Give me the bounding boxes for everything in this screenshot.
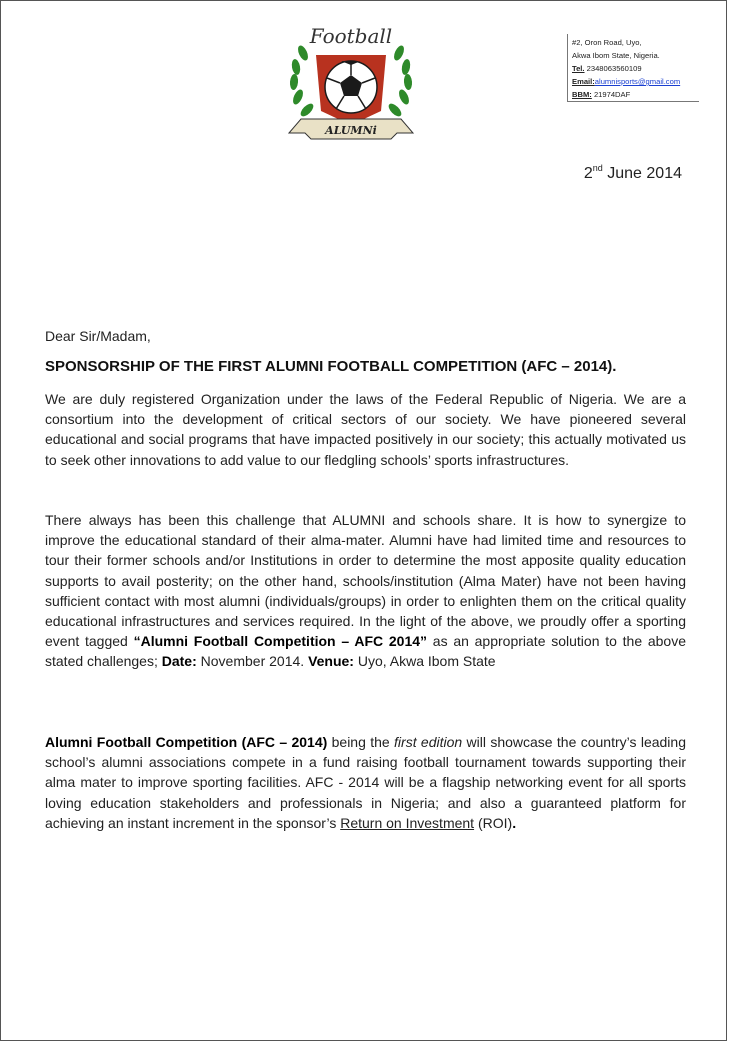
football-alumni-logo [281,21,421,145]
paragraph-introduction: We are duly registered Organization under the laws of the Federal Republic of Nigeria. We are a consortium into the development of critical sectors of our society. We have pioneered several educational and social programs that have impacted positively in our society; this actually motivated us to seek other innovations to add value to our fledgling schools’ sports infrastructures. [45,391,686,468]
bbm-value: 21974DAF [591,90,631,99]
paragraph-challenge [45,510,686,672]
contact-block [567,34,699,102]
tel-value: 2348063560109 [584,64,642,73]
date-label: Date: [161,653,197,670]
event-name: “Alumni Football Competition – AFC 2014” [133,633,428,650]
paragraph-text: being the [327,734,395,750]
final-period: . [512,814,517,831]
letter-date [584,165,682,183]
email-line [572,75,699,88]
telephone-line [572,62,699,75]
address-line-1: #2, Oron Road, Uyo, [572,38,642,47]
venue-label: Venue: [308,653,354,670]
address-line-2: Akwa Ibom State, Nigeria. [572,51,660,60]
paragraph-text: There always has been this challenge that ALUMNI and schools share. It is how to synergize to improve the educational standard of their alma-mater. Alumni have had limited time and resources to tour their former schools and/or Institutions in order to determine the most apposite quality education supports to avail posterity; on the other hand, schools/institution (Alma Mater) have not been having sufficient contact with most alumni (individuals/groups) in order to enlighten them on the critical quality educational infrastructures and services required. In the light of the above, we proudly offer a sporting event tagged [45,512,686,650]
email-label: Email: [572,77,595,86]
date-day: 2 [583,165,593,182]
paragraph-text: (ROI) [474,814,513,831]
paragraph-text: will showcase the country’s leading school’s alumni associations compete in a fund raising football tournament towards supporting their alma mater to improve sporting facilities. AFC - 2014 will be a flagship networking event for all sports loving education stakeholders and professionals in Nigeria; and also a guaranteed platform for achieving an instant increment in the sponsor’s [45,734,686,831]
logo-banner-text: ALUMNi [325,124,377,137]
date-month-year: June 2014 [602,165,682,182]
event-name: Alumni Football Competition (AFC – 2014) [45,734,328,750]
first-edition-emphasis: first edition [394,734,463,750]
tel-label: Tel. [572,64,585,73]
event-venue: Uyo, Akwa Ibom State [353,653,496,670]
bbm-label: BBM: [572,90,592,99]
paragraph-text: as an appropriate solution to the above stated challenges; [45,633,687,670]
date-suffix: nd [592,163,603,173]
bbm-line [572,88,699,101]
paragraph-event [45,732,686,833]
subject-heading: SPONSORSHIP OF THE FIRST ALUMNI FOOTBALL COMPETITION (AFC – 2014). [45,358,617,375]
email-link[interactable]: alumnisports@gmail.com [594,77,681,86]
event-date: November 2014. [196,653,309,670]
salutation: Dear Sir/Madam, [45,328,151,344]
logo-top-text: Football [309,24,393,48]
roi-text: Return on Investment [340,814,475,831]
